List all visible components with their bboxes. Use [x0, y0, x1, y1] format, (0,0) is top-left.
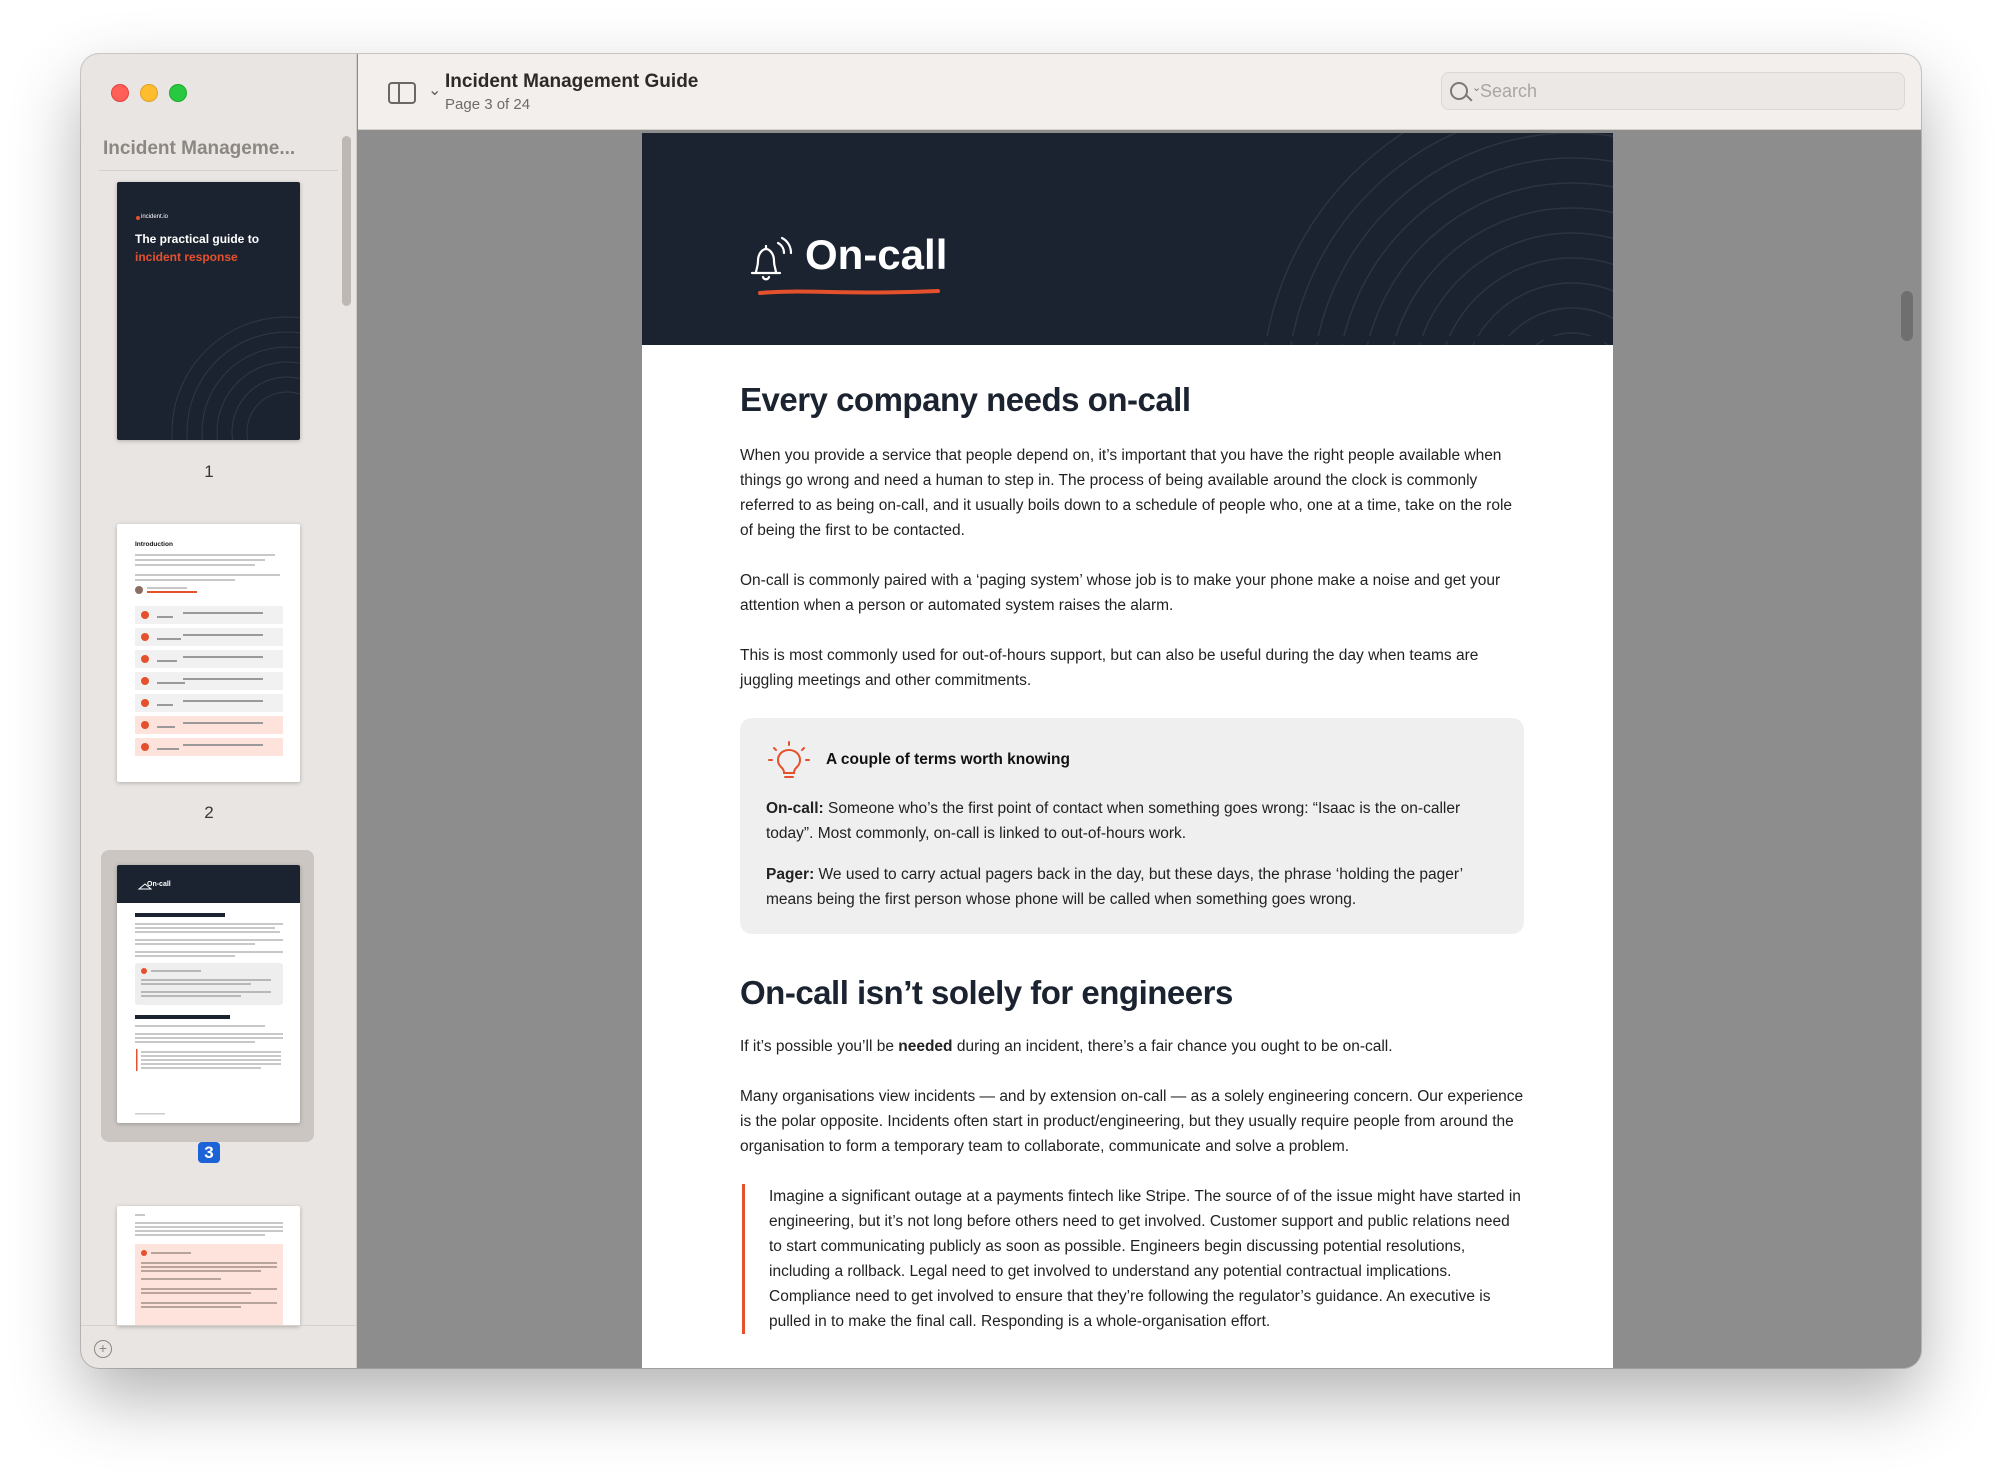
- document-title: Incident Management Guide: [445, 71, 699, 92]
- close-button[interactable]: [111, 84, 129, 102]
- page-banner: [642, 133, 1613, 345]
- cover-brand: incident.io: [141, 214, 169, 220]
- sidebar-divider: [99, 170, 338, 171]
- term-text: We used to carry actual pagers back in the day, but these days, the phrase ‘holding the pager’ means being the first person whose phone will be called when something goes wrong.: [766, 866, 1463, 908]
- paragraph-bold-text: needed: [898, 1038, 953, 1055]
- example-quote: [742, 1184, 1524, 1334]
- paragraph: This is most commonly used for out-of-hours support, but can also be useful during the day when teams are juggling meetings and other commitments.: [740, 647, 1479, 689]
- thumb3-content-art: [117, 865, 300, 1123]
- quote-text: Imagine a significant outage at a payments fintech like Stripe. The source of of the issue might have started in engineering, but it’s not long before others need to get involved. Customer support and public relations need to start communicating publicly as soon as possible. Engineers begin discussing potential resolutions, including a rollback. Legal need to get involved to understand any potential contractual implications. Compliance need to get involved to ensure that they’re following the regulator’s guidance. An executive is pulled in to make the final call. Responding is a whole-organisation effort.: [769, 1188, 1521, 1330]
- page-thumbnail-3[interactable]: [117, 865, 300, 1123]
- thumb2-heading: Introduction: [135, 541, 173, 548]
- add-page-button[interactable]: +: [94, 1340, 112, 1358]
- term-label: On-call:: [766, 800, 824, 817]
- page-number-2: 2: [204, 803, 214, 822]
- minimize-button[interactable]: [140, 84, 158, 102]
- thumb2-content-art: [117, 524, 300, 782]
- sidebar-scrollbar[interactable]: [342, 136, 351, 306]
- page-number-1: 1: [204, 462, 214, 481]
- zoom-button[interactable]: [169, 84, 187, 102]
- banner-title: On-call: [805, 231, 948, 278]
- term-definition: [766, 862, 1498, 912]
- paragraph: Many organisations view incidents — and by extension on-call — as a solely engineering concern. Our experience is the polar opposite. Incidents often start in product/engineering, but they usually require people from around the organisation to form a temporary team to collaborate, communicate and solve a problem.: [740, 1088, 1524, 1155]
- search-input[interactable]: [1480, 79, 1880, 103]
- paragraph-text: during an incident, there’s a fair chance you ought to be on-call.: [952, 1038, 1393, 1055]
- thumb4-content-art: [117, 1206, 300, 1326]
- page-thumbnail-1[interactable]: [117, 182, 300, 440]
- chevron-down-icon[interactable]: ⌄: [428, 82, 442, 99]
- section-heading-2: On-call isn’t solely for engineers: [740, 974, 1233, 1011]
- page-thumbnail-2[interactable]: [117, 524, 300, 782]
- paragraph: On-call is commonly paired with a ‘paging system’ whose job is to make your phone make a noise and get your attention when a person or automated system raises the alarm.: [740, 572, 1501, 614]
- thumbnail-sidebar: [81, 54, 357, 1368]
- lightbulb-icon: [766, 740, 812, 780]
- term-label: Pager:: [766, 866, 815, 883]
- page-number-3: [81, 1143, 337, 1163]
- banner-torn-edge: [642, 336, 1613, 354]
- term-text: Someone who’s the first point of contact when something goes wrong: “Isaac is the on-caller today”. Most commonly, on-call is linked to out-of-hours work.: [766, 800, 1461, 842]
- cover-title-line2: incident response: [135, 250, 238, 264]
- window-controls: [111, 84, 187, 102]
- term-definition: [766, 796, 1498, 846]
- search-field[interactable]: [1441, 72, 1905, 110]
- paragraph: When you provide a service that people depend on, it’s important that you have the right people available when things go wrong and need a human to step in. The process of being available around the clock is commonly referred to as being on-call, and it usually boils down to a schedule of people who, one at a time, take on the role of being the first to be contacted.: [740, 447, 1513, 539]
- sidebar-toggle-icon[interactable]: [388, 82, 416, 104]
- page-indicator: Page 3 of 24: [445, 96, 531, 113]
- sidebar-footer-divider: [81, 1325, 356, 1326]
- cover-thumbnail-art: [117, 182, 300, 440]
- section-heading-1: Every company needs on-call: [740, 381, 1191, 418]
- bell-icon: [742, 233, 794, 285]
- document-page: [642, 133, 1613, 1368]
- page-thumbnail-4[interactable]: [117, 1206, 300, 1326]
- thumb3-heading: On-call: [147, 881, 171, 888]
- cover-title-line1: The practical guide to: [135, 232, 260, 246]
- terms-callout: [740, 718, 1524, 934]
- document-viewer[interactable]: [358, 131, 1921, 1368]
- search-options-chevron-icon[interactable]: ⌄: [1472, 82, 1482, 94]
- page-content: [740, 381, 1524, 1334]
- toolbar: [358, 54, 1921, 130]
- document-scrollbar[interactable]: [1901, 291, 1913, 341]
- paragraph-text: If it’s possible you’ll be: [740, 1038, 899, 1055]
- sidebar-document-title: Incident Manageme...: [103, 138, 296, 159]
- selected-page-number: 3: [198, 1142, 219, 1163]
- search-icon: [1450, 82, 1468, 100]
- callout-title: A couple of terms worth knowing: [826, 751, 1070, 768]
- paragraph: [740, 1034, 1524, 1059]
- preview-window: [81, 54, 1921, 1368]
